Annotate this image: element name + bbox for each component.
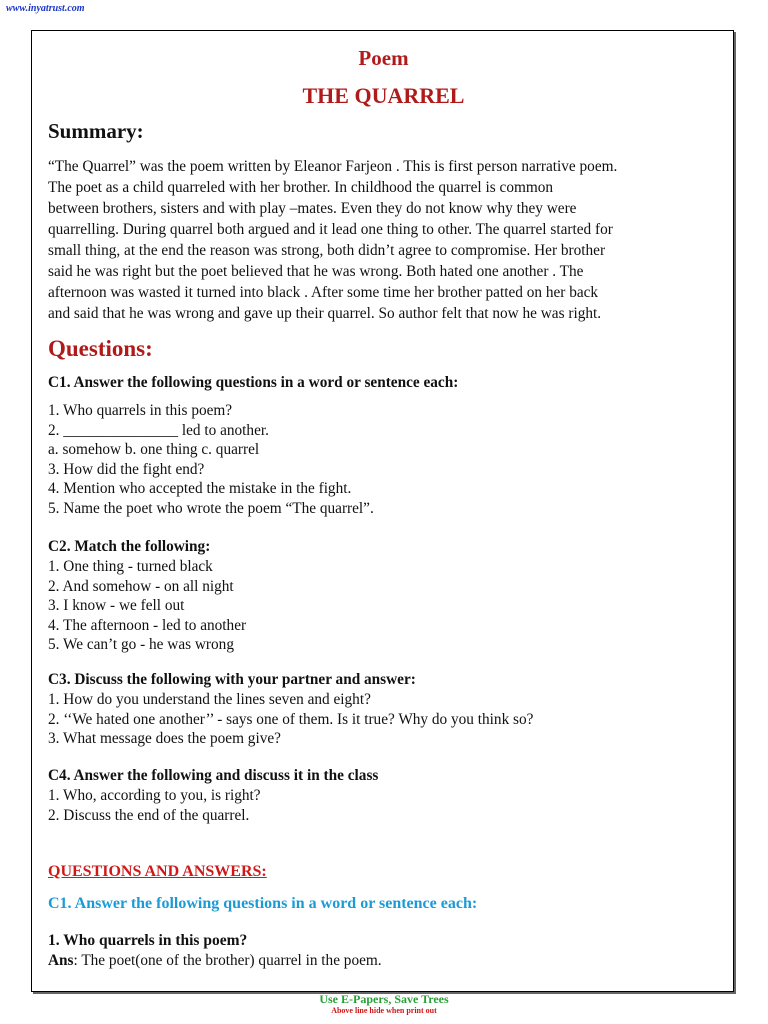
section-c4-title: C4. Answer the following and discuss it in the class xyxy=(48,767,379,784)
page-frame xyxy=(31,30,734,992)
poem-label: Poem xyxy=(358,46,409,70)
match-item: 3. I know - we fell out xyxy=(48,597,185,615)
discussion-item: 1. How do you understand the lines seven and eight? xyxy=(48,691,371,708)
section-c3 xyxy=(48,670,719,749)
summary-line: and said that he was wrong and gave up their quarrel. So author felt that now he was right. xyxy=(48,305,602,322)
section-c3-title: C3. Discuss the following with your partner and answer: xyxy=(48,671,416,688)
match-item: 5. We can’t go - he was wrong xyxy=(48,636,234,654)
discussion-item: 2. ‘‘We hated one another’’ - says one of them. Is it true? Why do you think so? xyxy=(48,710,534,728)
qa-heading: QUESTIONS AND ANSWERS: xyxy=(48,863,267,880)
discussion-item: 1. Who, according to you, is right? xyxy=(48,787,261,804)
qa-question: 1. Who quarrels in this poem? xyxy=(48,932,248,949)
section-c1 xyxy=(48,373,719,519)
answer-label: Ans xyxy=(48,952,74,969)
summary-line: quarrelling. During quarrel both argued and it lead one thing to other. The quarrel started for xyxy=(48,221,613,238)
section-c4 xyxy=(48,766,719,825)
question-item: a. somehow b. one thing c. quarrel xyxy=(48,441,260,459)
section-c2 xyxy=(48,537,719,655)
qa-answer xyxy=(48,952,382,970)
footer-slogan: Use E-Papers, Save Trees xyxy=(319,992,449,1006)
match-item: 4. The afternoon - led to another xyxy=(48,616,247,634)
question-item: 3. How did the fight end? xyxy=(48,460,205,478)
summary-line: afternoon was wasted it turned into black . After some time her brother patted on her back xyxy=(48,284,599,301)
discussion-item: 2. Discuss the end of the quarrel. xyxy=(48,806,250,824)
site-url[interactable]: www.inyatrust.com xyxy=(6,3,85,14)
summary-heading: Summary: xyxy=(48,119,144,143)
summary-text xyxy=(48,156,719,324)
footer-note: Above line hide when print out xyxy=(331,1006,437,1015)
poem-title: THE QUARREL xyxy=(302,83,465,108)
qa-c1-title: C1. Answer the following questions in a word or sentence each: xyxy=(48,895,478,912)
discussion-item: 3. What message does the poem give? xyxy=(48,730,281,748)
summary-line: between brothers, sisters and with play –mates. Even they do not know why they were xyxy=(48,200,577,217)
summary-line: small thing, at the end the reason was strong, both didn’t agree to compromise. Her brother xyxy=(48,242,606,259)
summary-line: said he was right but the poet believed that he was wrong. Both hated one another . The xyxy=(48,263,584,280)
question-item: 4. Mention who accepted the mistake in the fight. xyxy=(48,480,352,498)
section-c2-title: C2. Match the following: xyxy=(48,538,211,555)
summary-line: “The Quarrel” was the poem written by Eleanor Farjeon . This is first person narrative poem. xyxy=(48,158,618,175)
question-item: 2. _______________ led to another. xyxy=(48,421,269,439)
question-item: 5. Name the poet who wrote the poem “The quarrel”. xyxy=(48,499,374,517)
match-item: 2. And somehow - on all night xyxy=(48,577,234,595)
question-item: 1. Who quarrels in this poem? xyxy=(48,402,233,419)
answer-text: : The poet(one of the brother) quarrel in the poem. xyxy=(73,952,382,969)
match-item: 1. One thing - turned black xyxy=(48,558,213,575)
summary-line: The poet as a child quarreled with her brother. In childhood the quarrel is common xyxy=(48,179,554,196)
section-c1-title: C1. Answer the following questions in a word or sentence each: xyxy=(48,374,459,391)
questions-heading: Questions: xyxy=(48,336,153,361)
